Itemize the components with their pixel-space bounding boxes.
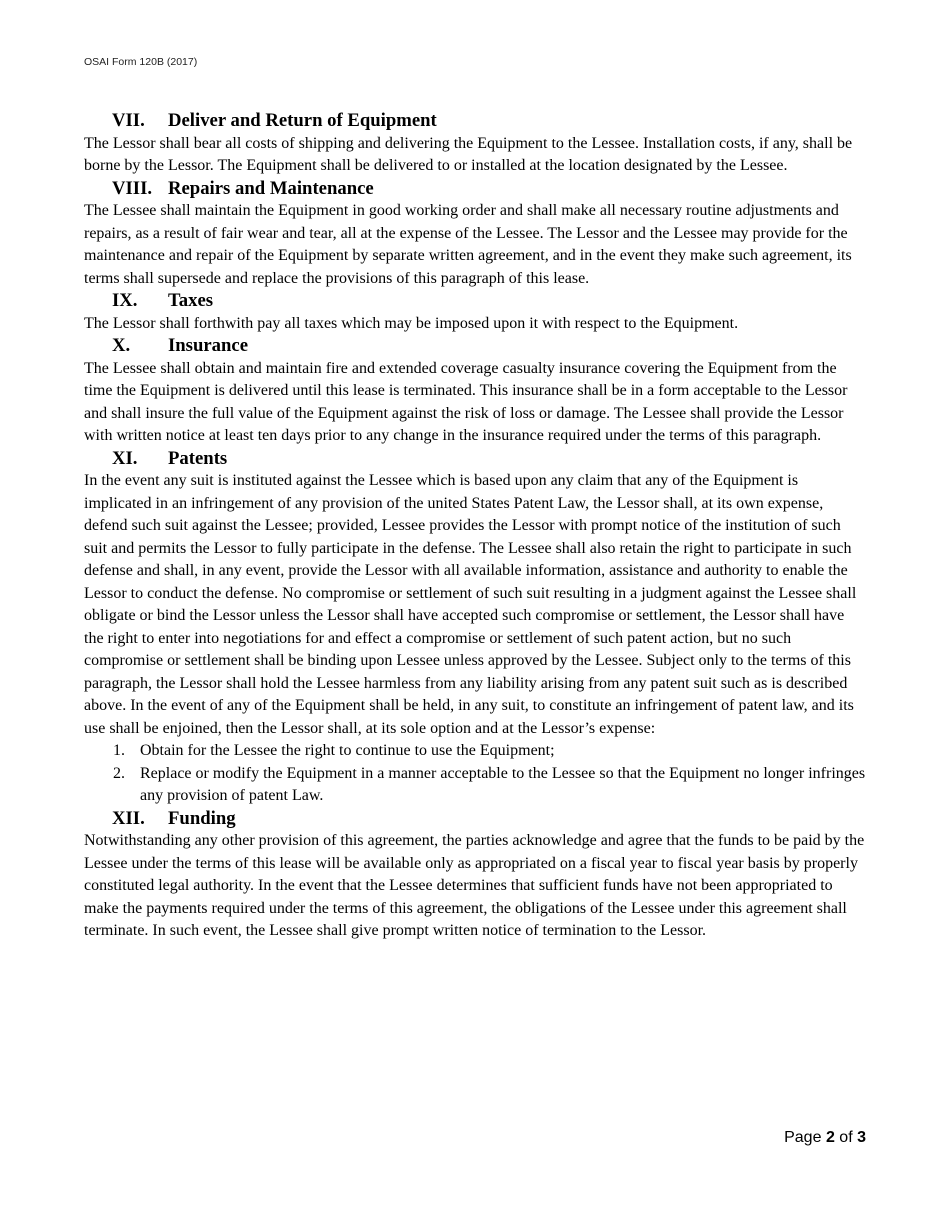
- page-number: [784, 1129, 866, 1147]
- section-heading: [84, 808, 866, 831]
- section-number: XI.: [112, 447, 138, 469]
- section-paragraph: The Lessor shall forthwith pay all taxes which may be imposed upon it with respect to the Equipment.: [84, 314, 739, 332]
- section-number: XII.: [112, 807, 145, 829]
- document-body: [84, 110, 866, 943]
- section-title: Funding: [168, 807, 236, 829]
- section-heading: [84, 178, 866, 201]
- list-marker: 2.: [113, 764, 125, 782]
- section-repairs: [84, 178, 866, 291]
- section-patents: [84, 448, 866, 808]
- page-word: Page: [784, 1129, 822, 1146]
- section-title: Patents: [168, 447, 228, 469]
- list-item: [84, 763, 866, 808]
- section-title: Insurance: [168, 335, 249, 356]
- section-number: VIII.: [112, 177, 153, 199]
- section-delivery: [84, 110, 866, 178]
- total-pages: 3: [857, 1129, 866, 1146]
- section-number: IX.: [112, 290, 138, 311]
- section-paragraph: Notwithstanding any other provision of this agreement, the parties acknowledge and agree that the funds to be paid by the Lessee under the terms of this lease will be available only as appropriated on a fiscal year to fiscal year basis by properly constituted legal authority. In the event that the Lessee determines that sufficient funds have not been appropriated to make the payments required under the terms of this agreement, the obligations of the Lessee under this agreement shall terminate. In such event, the Lessee shall give prompt written notice of termination to the Lessor.: [84, 832, 865, 939]
- section-title: Repairs and Maintenance: [168, 177, 374, 199]
- section-title: Deliver and Return of Equipment: [168, 110, 437, 131]
- section-heading: [84, 290, 866, 313]
- section-paragraph: In the event any suit is instituted against the Lessee which is based upon any claim that any of the Equipment is implicated in an infringement of any provision of the united States Patent Law, the Lessor shall, at its own expense, defend such suit against the Lessee; provided, Lessee provides the Lessor with prompt notice of the institution of such suit and permits the Lessor to fully participate in the defense. The Lessee shall also retain the right to participate in such defense and shall, in any event, provide the Lessor with all available information, assistance and authority to enable the Lessor to conduct the defense. No compromise or settlement of such suit resulting in a judgment against the Lessee shall obligate or bind the Lessor unless the Lessor shall have accepted such compromise or settlement, the Lessor shall have the right to enter into negotiations for and effect a compromise or settlement of such patent action, but no such compromise or settlement shall be binding upon Lessee unless approved by the Lessee. Subject only to the terms of this paragraph, the Lessor shall hold the Lessee harmless from any liability arising from any patent suit such as is described above. In the event of any of the Equipment shall be held, in any suit, to constitute an infringement of patent law, and its use shall be enjoined, then the Lessor shall, at its sole option and at the Lessor’s expense:: [84, 472, 857, 737]
- section-number: X.: [112, 335, 131, 356]
- section-title: Taxes: [168, 290, 214, 311]
- section-insurance: [84, 335, 866, 448]
- section-paragraph: The Lessee shall maintain the Equipment in good working order and shall make all necessary routine adjustments and repairs, as a result of fair wear and tear, all at the expense of the Lessee. The Lessor and the Lessee may provide for the maintenance and repair of the Equipment by separate written agreement, and in the event they make such agreement, its terms shall supersede and replace the provisions of this paragraph of this lease.: [84, 202, 852, 287]
- of-word: of: [839, 1129, 853, 1146]
- numbered-list: [84, 740, 866, 808]
- section-paragraph: The Lessor shall bear all costs of shipping and delivering the Equipment to the Lessee. Installation costs, if any, shall be borne by the Lessor. The Equipment shall be delivered to or installed at the location designated by the Lessee.: [84, 134, 853, 174]
- current-page: 2: [825, 1129, 835, 1146]
- section-heading: [84, 448, 866, 471]
- form-label: OSAI Form 120B (2017): [84, 56, 198, 68]
- list-item-text: Obtain for the Lessee the right to continue to use the Equipment;: [140, 742, 555, 759]
- section-heading: [84, 110, 866, 133]
- section-heading: [84, 335, 866, 358]
- section-funding: [84, 808, 866, 943]
- list-item-text: Replace or modify the Equipment in a manner acceptable to the Lessee so that the Equipment no longer infringes any provision of patent Law.: [140, 764, 866, 804]
- section-taxes: [84, 290, 866, 335]
- list-item: [84, 740, 866, 763]
- section-paragraph: The Lessee shall obtain and maintain fire and extended coverage casualty insurance covering the Equipment from the time the Equipment is delivered until this lease is terminated. This insurance shall be in a form acceptable to the Lessor and shall insure the full value of the Equipment against the risk of loss or damage. The Lessee shall provide the Lessor with written notice at least ten days prior to any change in the insurance required under the terms of this paragraph.: [84, 359, 848, 444]
- section-number: VII.: [112, 110, 145, 131]
- list-marker: 1.: [113, 742, 125, 759]
